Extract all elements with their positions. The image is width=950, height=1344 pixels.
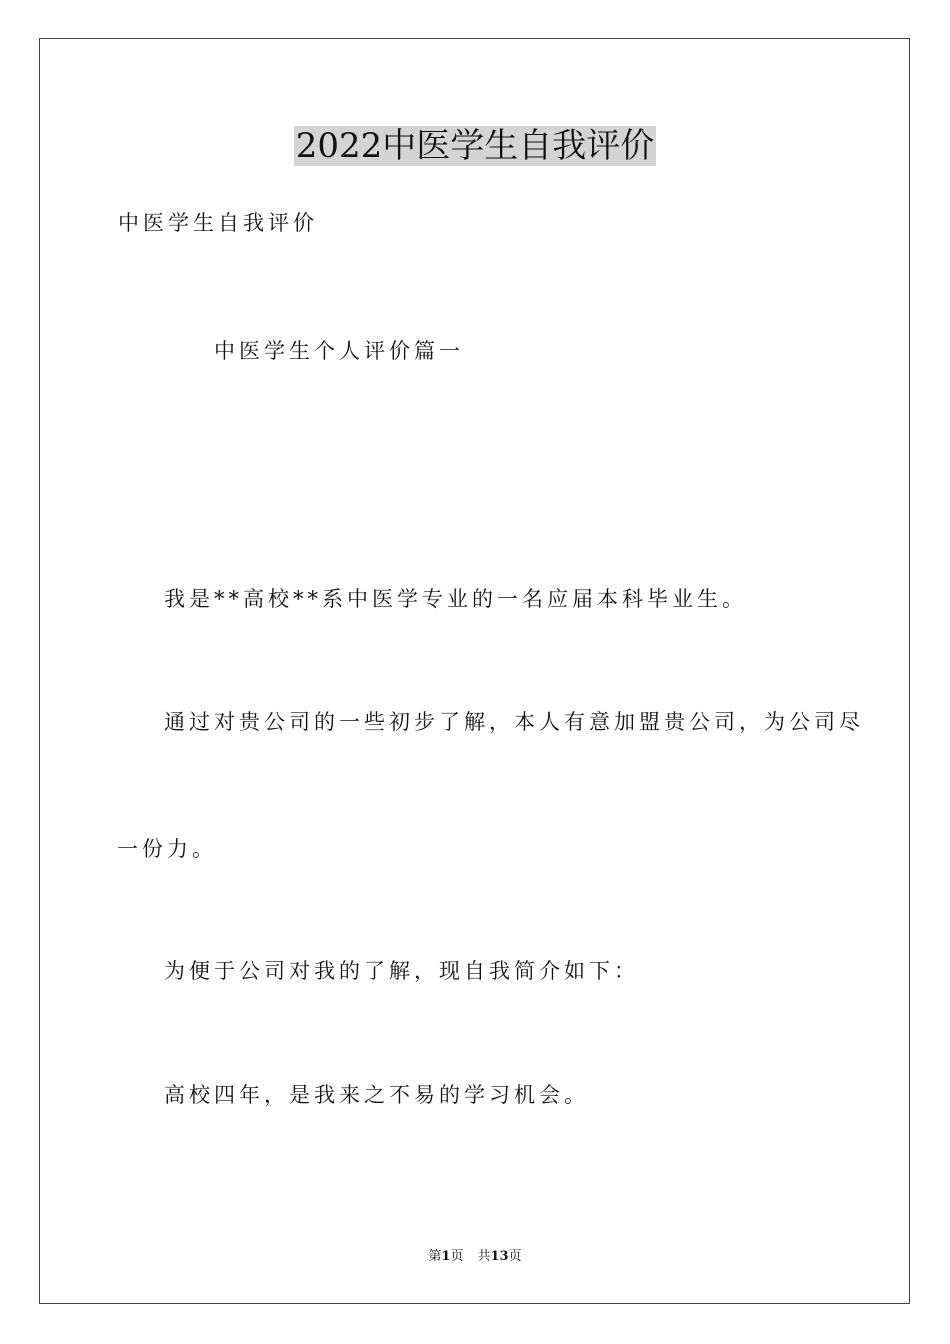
paragraph-four-years: 高校四年，是我来之不易的学习机会。	[164, 1083, 589, 1107]
document-title-text: 2022中医学生自我评价	[295, 126, 655, 166]
footer-total-unit: 页	[508, 1249, 522, 1264]
document-subtitle: 中医学生自我评价	[118, 211, 318, 235]
section-heading: 中医学生个人评价篇一	[214, 339, 464, 363]
footer-page-prefix: 第	[428, 1249, 442, 1264]
footer-total-prefix: 共	[477, 1249, 491, 1264]
page-footer	[0, 1248, 950, 1266]
paragraph-join-line-2: 一份力。	[117, 837, 217, 861]
paragraph-join-line-1: 通过对贵公司的一些初步了解，本人有意加盟贵公司，为公司尽	[164, 710, 864, 734]
paragraph-self-intro: 为便于公司对我的了解，现自我简介如下：	[164, 959, 639, 983]
footer-page-unit: 页	[450, 1249, 464, 1264]
footer-page-total: 13	[490, 1249, 509, 1264]
footer-page-current: 1	[441, 1249, 451, 1264]
paragraph-intro: 我是**高校**系中医学专业的一名应届本科毕业生。	[164, 587, 747, 611]
document-title	[0, 124, 950, 168]
